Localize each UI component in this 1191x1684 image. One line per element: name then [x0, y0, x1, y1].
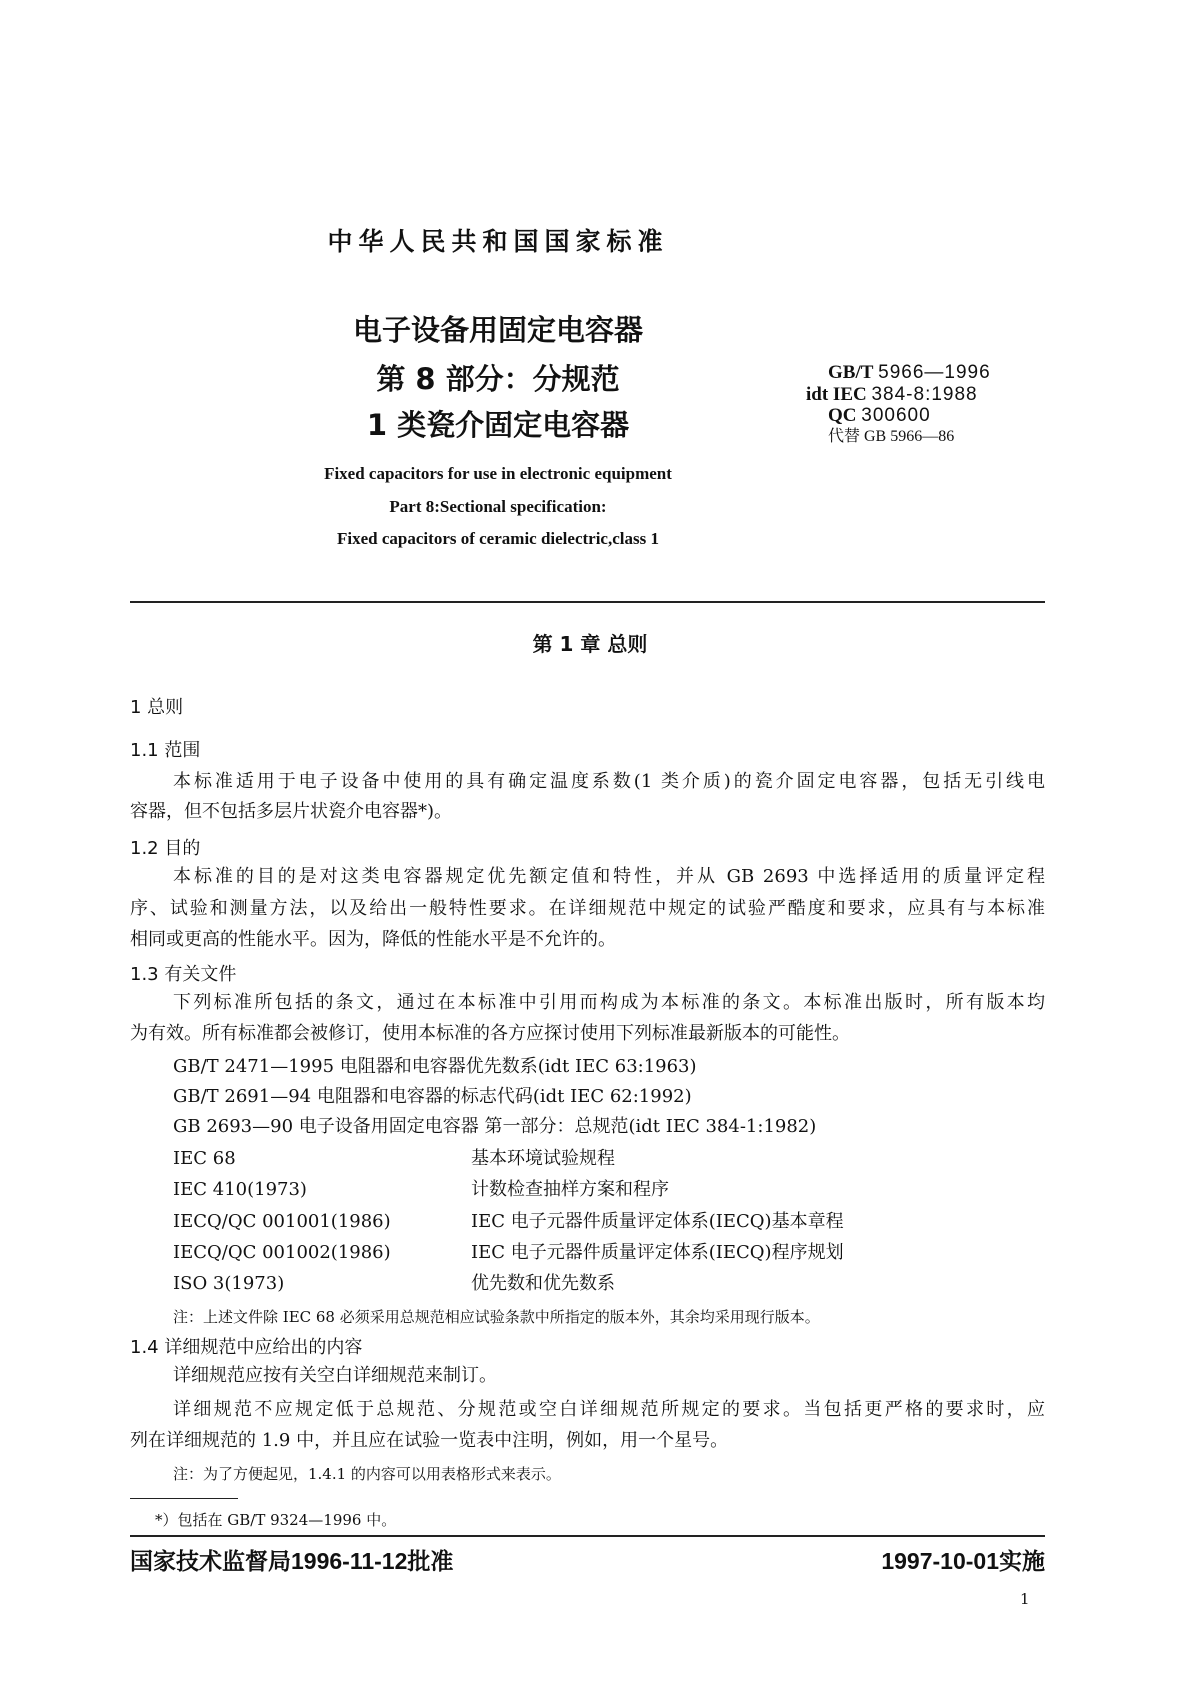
reference-title: 优先数和优先数系 [471, 1273, 615, 1294]
qc-number [828, 405, 931, 426]
paragraph-line: 列在详细规范的 1.9 中，并且应在试验一览表中注明，例如，用一个星号。 [130, 1430, 729, 1451]
title-line-2: 第 8 部分：分规范 [376, 362, 620, 396]
english-title-line-3: Fixed capacitors of ceramic dielectric,class 1 [337, 529, 659, 548]
standard-number [828, 362, 991, 383]
footnote-divider [130, 1498, 238, 1499]
references-note: 注：上述文件除 IEC 68 必须采用总规范相应试验条款中所指定的版本外，其余均采用现行版本。 [173, 1308, 820, 1326]
national-standard-header: 中华人民共和国国家标准 [327, 227, 669, 256]
section-note: 注：为了方便起见，1.4.1 的内容可以用表格形式来表示。 [173, 1465, 561, 1483]
section-1-4-heading: 1.4 详细规范中应给出的内容 [130, 1337, 363, 1358]
reference-code: IEC 410(1973) [173, 1179, 307, 1200]
english-title-line-2: Part 8:Sectional specification: [389, 497, 607, 516]
paragraph-line: 详细规范不应规定低于总规范、分规范或空白详细规范所规定的要求。当包括更严格的要求时，应 [173, 1399, 1045, 1420]
reference-code: IECQ/QC 001002(1986) [173, 1242, 391, 1263]
chapter-heading: 第 1 章 总则 [532, 632, 648, 656]
reference-code: ISO 3(1973) [173, 1273, 285, 1294]
replaces-standard: 代替 GB 5966—86 [828, 428, 955, 445]
title-divider [130, 601, 1045, 603]
paragraph-line: 本标准的目的是对这类电容器规定优先额定值和特性，并从 GB 2693 中选择适用的质量评定程 [173, 866, 1045, 887]
effective-date: 1997-10-01实施 [881, 1548, 1045, 1574]
section-1-heading: 1 总则 [130, 697, 184, 718]
section-1-1-heading: 1.1 范围 [130, 740, 201, 761]
idt-number: 384-8:1988 [871, 384, 978, 405]
reference-title: 计数检查抽样方案和程序 [471, 1179, 669, 1200]
title-line-1: 电子设备用固定电容器 [352, 313, 643, 347]
reference-title: 基本环境试验规程 [471, 1148, 615, 1169]
footnote: *）包括在 GB/T 9324—1996 中。 [155, 1511, 397, 1529]
paragraph-line: 容器，但不包括多层片状瓷介电容器*)。 [130, 801, 453, 822]
english-title-line-1: Fixed capacitors for use in electronic equipment [324, 464, 672, 483]
page-number: 1 [1020, 1590, 1030, 1608]
reference-title: IEC 电子元器件质量评定体系(IECQ)程序规划 [471, 1242, 844, 1263]
paragraph-line: 详细规范应按有关空白详细规范来制订。 [173, 1365, 497, 1386]
reference-code: IEC 68 [173, 1148, 236, 1169]
reference-title: IEC 电子元器件质量评定体系(IECQ)基本章程 [471, 1211, 844, 1232]
qc-prefix: QC [828, 405, 857, 426]
approval-date: 国家技术监督局1996-11-12批准 [130, 1548, 454, 1574]
qc-value: 300600 [861, 405, 931, 426]
section-1-2-heading: 1.2 目的 [130, 838, 201, 859]
paragraph-line: 为有效。所有标准都会被修订，使用本标准的各方应探讨使用下列标准最新版本的可能性。 [130, 1023, 850, 1044]
reference-item: GB/T 2471—1995 电阻器和电容器优先数系(idt IEC 63:1963) [173, 1056, 697, 1077]
paragraph-line: 下列标准所包括的条文，通过在本标准中引用而构成为本标准的条文。本标准出版时，所有版本均 [173, 992, 1045, 1013]
idt-prefix: idt IEC [806, 384, 867, 405]
reference-code: IECQ/QC 001001(1986) [173, 1211, 391, 1232]
reference-item: GB/T 2691—94 电阻器和电容器的标志代码(idt IEC 62:1992) [173, 1086, 692, 1107]
paragraph-line: 本标准适用于电子设备中使用的具有确定温度系数(1 类介质)的瓷介固定电容器，包括无引线电 [173, 771, 1045, 792]
paragraph-line: 相同或更高的性能水平。因为，降低的性能水平是不允许的。 [130, 929, 616, 950]
footer-divider [130, 1535, 1045, 1537]
section-1-3-heading: 1.3 有关文件 [130, 964, 237, 985]
gbt-prefix: GB/T [828, 362, 874, 383]
title-line-3: 1 类瓷介固定电容器 [366, 408, 630, 442]
gbt-number: 5966—1996 [878, 362, 991, 383]
reference-item: GB 2693—90 电子设备用固定电容器 第一部分：总规范(idt IEC 384-1:1982) [173, 1116, 817, 1137]
idt-reference [806, 384, 978, 405]
paragraph-line: 序、试验和测量方法，以及给出一般特性要求。在详细规范中规定的试验严酷度和要求，应具有与本标准 [130, 898, 1045, 919]
